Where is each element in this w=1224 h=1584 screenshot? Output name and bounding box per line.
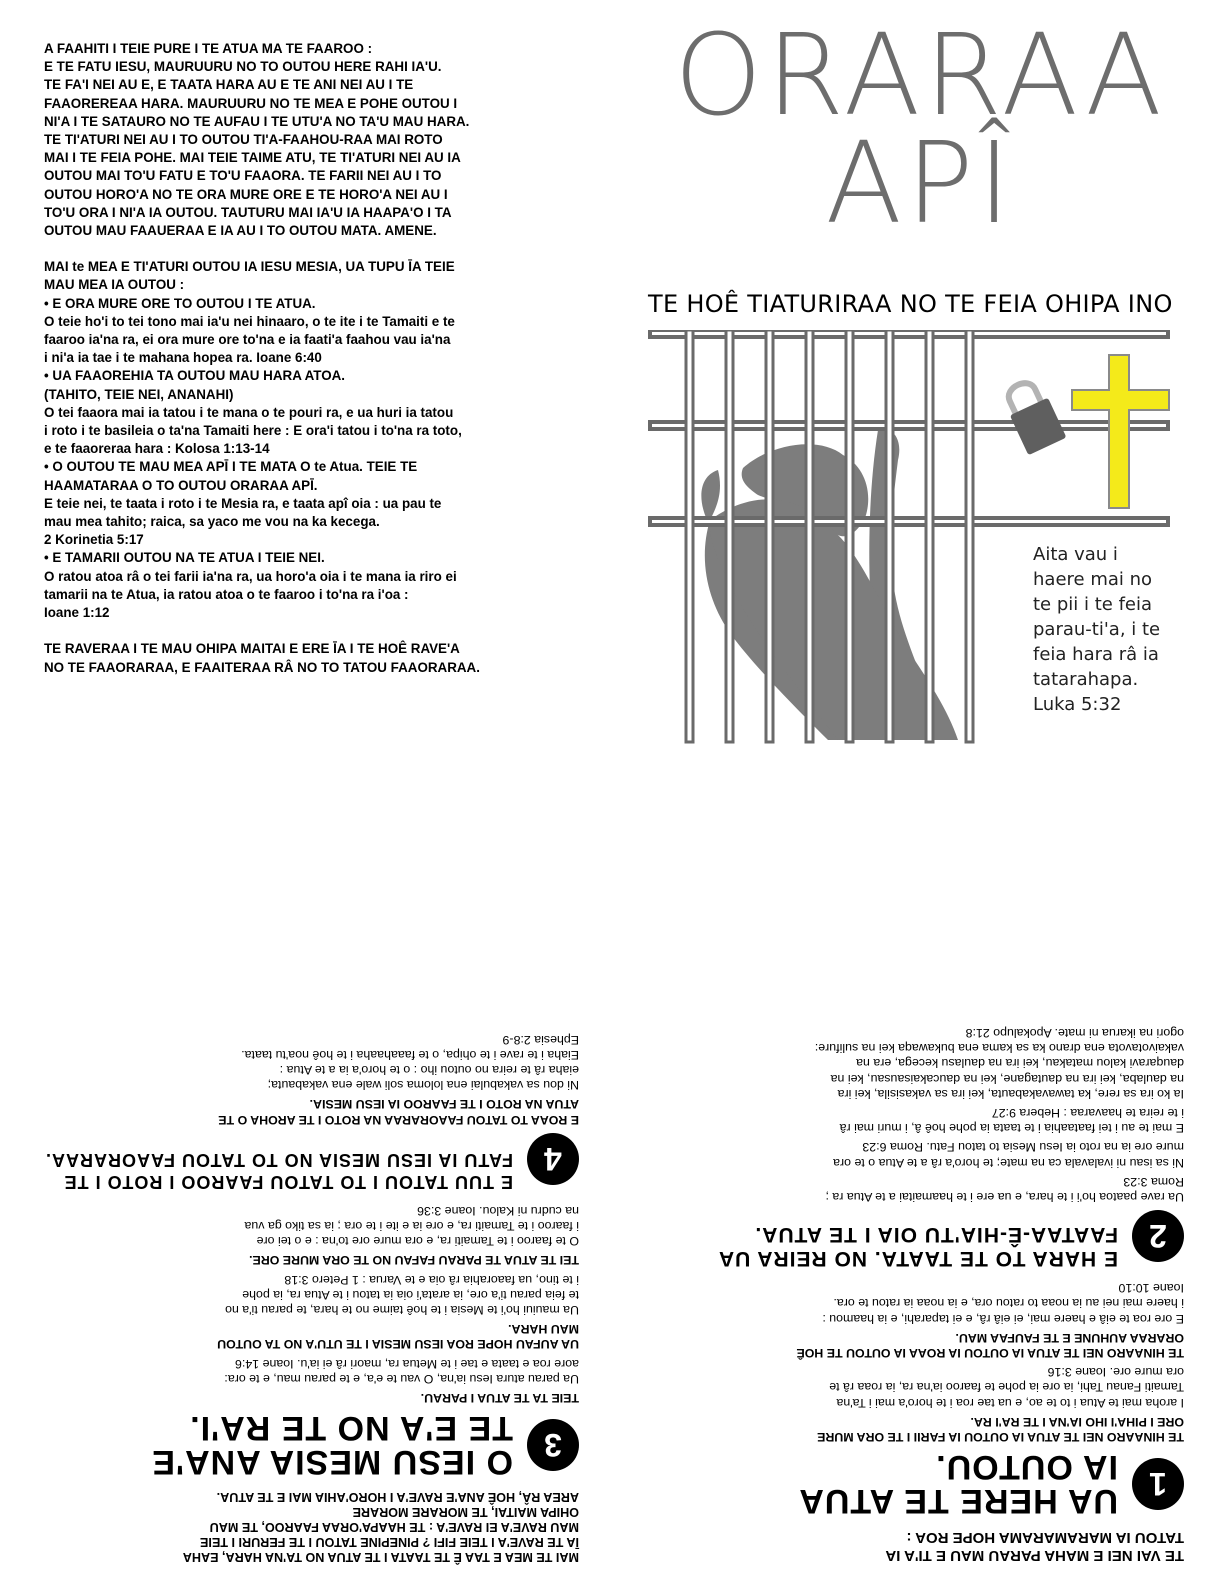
bullet-4-text: O ratou atoa râ o tei farii ia'na ra, ua horo'a oia i te mana ia riro ei tamarii na te Atua, ia ratou atoa o te faaroo i to'na ra i'oa : Ioane 1:12: [44, 568, 457, 621]
section-subheading: TEIE TA TE ATUA I PARAU.: [420, 1391, 579, 1405]
bullet-2-heading: • UA FAAOREHIA TA OUTOU MAU HARA ATOA. (TAHITO, TEIE NEI, ANANAHI): [44, 368, 346, 402]
section-text: Ua mauiui ho'i te Mesia i te hoê taime no te hara, te parau ti'a no te feia parau ti'a ore, ia arata'i oia ia tatou i te Atua ra, ia pohe i te tino, ua faaorahia râ oia e te Varua : 1 Petero 3:18: [225, 1272, 579, 1317]
section-number-badge: 2: [1132, 1210, 1184, 1262]
section-subheading: E ROAA TO TATOU FAAORARAA NA ROTO I TE AROHA O TE ATUA NA ROTO I TE FAAROO IA IESU MESIA.: [218, 1097, 579, 1127]
section-text: Ua parau atura Iesu ia'na, O vau te e'a, e te parau mau, e te ora: aore roa e taata e tae i te Metua ra, maori râ ei ia'u. Ioane 14:6: [224, 1356, 579, 1386]
section-subheading: TEI TE ATUA TE PARAU FAFAU NO TE ORA MURE ORE.: [249, 1253, 579, 1268]
section-heading: E HARA TO TE TAATA. NO REIRA UA FAATAA-Ê-HIA'TU OIA I TE ATUA.: [717, 1222, 1118, 1270]
section-subheading: TE HINAARO NEI TE ATUA IA OUTOU IA ROAA IA OUTOU TE HOÊ ORARAA AUHUNE E TE FAUFAA MAU.: [796, 1330, 1184, 1360]
panel-sections-3-4: [9, 1021, 579, 1564]
cross-icon: [1072, 355, 1169, 508]
one-way-intro: MAI TE MEA E TAA Ê TE TAATA I TE ATUA NO TA'NA HARA, EAHA ĪA TE RAVE'A I TEIE FIFI ? PINEPINE TATOU I TE FERURI I TEIE MAU RAVE'A EI RAVE'A : TE HAAPA'ORAA FAAROO, TE MAU OHIPA MAITAI, TE MORARE MORARE AREA RÂ, HOÊ ANA'E RAVE'A I HORO'AHIA MAI E TE ATUA.: [182, 1490, 579, 1564]
section-number-badge: 1: [1132, 1458, 1184, 1510]
section-text: Ni dou sa vakabulai ena loloma soli wale ena vakabauta; eiaha râ te reira no outou iho : o te horo'a ia a te Atua : Eiaha i te rave i te ohipa, o te faaahaaha i te hoê noa'tu taata. Ephesia 2:8-9: [241, 1032, 579, 1093]
section-number-badge: 4: [527, 1133, 579, 1185]
section-text: E ore roa te eiâ e haere mai, ei eiâ râ, e ei taparahi, e ia haamou : i haere mai nei au ia noaa to ratou ora, e ia noaa ia ratou te ora. Ioane 10:10: [822, 1281, 1184, 1326]
cover-title: [640, 11, 1200, 249]
section-text: Ia ko ira sa rere, ka tawavakabauta, kei ira sa vakasisila, kei ira na daulaba, kei ira na dautagane, kei na daucakaisausau, kei na dauqaravi kalou matakau, kei ira na daulasu kecega, era na vakaivotavota ena drano ka sa kama ena bukawaqa kei na sulifure: ogori na ikarua ni mate. Apokalupo 21:8: [814, 1025, 1184, 1101]
section-4: [9, 1031, 579, 1192]
section-number-badge: 3: [527, 1419, 579, 1471]
panel-sections-1-2: [614, 1015, 1184, 1564]
section-heading: O IESU MESIA ANA'E TE E'A NO TE RA'I.: [151, 1409, 513, 1481]
verse-reference: Luka 5:32: [1033, 694, 1122, 715]
padlock-icon: [1000, 376, 1067, 456]
four-truths-intro: TE VAI NEI E MAHA PARAU MAU E TI'A IA TATOU IA MARAMARAMA HOPE ROA :: [885, 1529, 1184, 1564]
bullet-4-heading: • E TAMARII OUTOU NA TE ATUA I TEIE NEI.: [44, 550, 325, 566]
section-heading: E TUU TATOU I TO TATOU FAAROO I ROTO I TE FATU IA IESU MESIA NO TO TATOU FAAORARAA.: [44, 1149, 513, 1192]
bullet-1-text: O teie ho'i to tei tono mai ia'u nei hinaaro, o te ite i te Tamaiti e te faaroo ia'na ra, ei ora mure ore to'na e ia faati'a faahou vau ia'na i ni'a ia tae i te mahana hopea ra. Ioane 6:40: [44, 313, 455, 366]
verse-text: Aita vau i haere mai no te pii i te feia parau-ti'a, i te feia hara râ ia tatarahapa.: [1033, 544, 1161, 690]
bullet-3-text: E teie nei, te taata i roto i te Mesia ra, e taata apî oia : ua pau te mau mea tahito; raica, sa yaco me vou na ka kecega. 2 Korinetia 5:17: [44, 495, 442, 548]
section-text: O te faaroo i te Tamaiti ra, e ora mure ore to'na : e o tei ore i faaroo i te Tamaiti ra, e ore ia e ite i te ora ; ia sa tiko ga vua na cudru ni Kalou. Ioane 3:36: [244, 1203, 579, 1249]
section-text: Ni sa isau ni ivalavala ca na mate; te horo'a râ a te Atua o te ora mure ore ia na roto ia Iesu Mesia to tatou Fatu. Roma 6:23: [833, 1140, 1184, 1170]
title-line-1: ORARAA: [674, 11, 1166, 141]
section-text: I aroha mai te Atua i to te ao, e ua tae roa i te horo'a mai i Ta'na Tamaiti Fanau Tahi, ia ore ia pohe te faaroo ia'na ra, ia roaa râ te ora mure ore. Ioane 3:16: [829, 1365, 1184, 1410]
cover-subtitle: TE HOÊ TIATURIRAA NO TE FEIA OHIPA INO: [648, 290, 1173, 318]
section-2: [614, 1025, 1184, 1270]
folded-bottom-half: [0, 792, 1224, 1584]
closing-statement: TE RAVERAA I TE MAU OHIPA MAITAI E ERE ĪA I TE HOÊ RAVE'A NO TE FAAORARAA, E FAAITERAA RÂ NO TO TATOU FAAORARAA.: [44, 641, 480, 675]
bible-verse: [1033, 542, 1173, 717]
title-line-2: APÎ: [825, 119, 1015, 249]
prayer-paragraph: A FAAHITI I TEIE PURE I TE ATUA MA TE FAAROO : E TE FATU IESU, MAURUURU NO TO OUTOU HERE RAHI IA'U. TE FA'I NEI AU E, E TAATA HARA AU E TE ANI NEI AU I TE FAAOREREAA HARA. MAURUURU NO TE MEA E POHE OUTOU I NI'A I TE SATAURO NO TE AUFAU I TE UTU'A NO TA'U MAU HARA. TE TI'ATURI NEI AU I TO OUTOU TI'A-FAAHOU-RAA MAI ROTO MAI I TE FEIA POHE. MAI TEIE TAIME ATU, TE TI'ATURI NEI AU IA OUTOU MAI TO'U FATU E TO'U FAAORA. TE FARII NEI AU I TO OUTOU HORO'A NO TE ORA MURE ORE E TE HORO'A NEI AU I TO'U ORA I NI'A IA OUTOU. TAUTURU MAI IA'U IA HAAPA'O I TA OUTOU MAU FAAUERAA E IA AU I TO OUTOU MATA. AMENE.: [44, 41, 470, 239]
section-text: Ua rave paatoa ho'i i te hara, e ua ere i te haamaitai a te Atua ra ; Roma 3:23: [825, 1174, 1184, 1204]
section-1: [614, 1280, 1184, 1518]
section-heading: UA HERE TE ATUA IA OUTOU.: [798, 1448, 1118, 1520]
section-subheading: TE HINAARO NEI TE ATUA IA OUTOU IA FARII I TE ORA MURE ORE I PIHA'I IHO IA'NA I TE RA'I RA.: [817, 1414, 1184, 1444]
section-3: [9, 1203, 579, 1479]
promise-intro: MAI te MEA E TI'ATURI OUTOU IA IESU MESIA, UA TUPU ĪA TEIE MAU MEA IA OUTOU :: [44, 259, 455, 293]
prayer-column: [44, 40, 604, 677]
bullet-1-heading: • E ORA MURE ORE TO OUTOU I TE ATUA.: [44, 295, 316, 311]
bullet-2-text: O tei faaora mai ia tatou i te mana o te pouri ra, e ua huri ia tatou i roto i te basileia o ta'na Tamaiti here : E ora'i tatou i to'na ra toto, e te faaoreraa hara : Kolosa 1:13-14: [44, 404, 462, 457]
section-text: E mai te au i tei faataahia i te taata ia pohe hoê â, i muri mai râ i te reira te haavaraa : Hebera 9:27: [839, 1105, 1184, 1136]
section-subheading: UA AUFAU HOPE ROA IESU MESIA I TE UTU'A NO TA OUTOU MAU HARA.: [217, 1322, 579, 1352]
bullet-3-heading: • O OUTOU TE MAU MEA APĪ I TE MATA O te Atua. TEIE TE HAAMATARAA O TO OUTOU ORARAA APĪ.: [44, 459, 418, 493]
